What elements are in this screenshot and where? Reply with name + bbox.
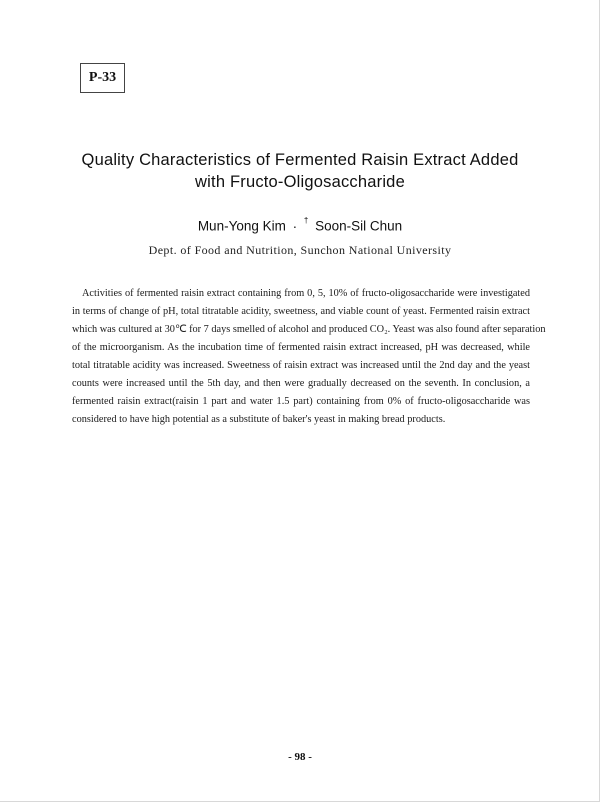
corresponding-author-mark: † xyxy=(303,216,309,225)
author-first: Mun-Yong Kim xyxy=(197,218,286,234)
paper-title xyxy=(40,149,560,193)
paper-title-line-1: Quality Characteristics of Fermented Raisin Extract Added xyxy=(81,151,519,169)
abstract-line: counts were increased until the 5th day, and then were gradually decreased on the seventh. In conclusion, a xyxy=(72,378,530,389)
author-separator: · xyxy=(292,218,298,234)
page-number: - 98 - xyxy=(288,751,312,763)
poster-id-box xyxy=(80,63,125,93)
abstract-line: which was cultured at 30℃ for 7 days smelled of alcohol and produced CO₂. Yeast was also found after separation xyxy=(72,324,546,335)
abstract-line: fermented raisin extract(raisin 1 part and water 1.5 part) containing from 0% of fructo-oligosaccharide was xyxy=(72,396,530,407)
paper-title-line-2: with Fructo-Oligosaccharide xyxy=(195,173,405,191)
abstract-line: Activities of fermented raisin extract containing from 0, 5, 10% of fructo-oligosaccharide were investigated xyxy=(82,288,530,299)
abstract-body xyxy=(72,285,546,429)
abstract-line: considered to have high potential as a substitute of baker's yeast in making bread products. xyxy=(72,414,446,425)
author-second: Soon-Sil Chun xyxy=(315,218,403,234)
abstract-line: in terms of change of pH, total titratable acidity, sweetness, and viable count of yeast. Fermented raisin extract xyxy=(72,306,530,317)
abstract-line: total titratable acidity was increased. Sweetness of raisin extract was increased until the 2nd day and the yeast xyxy=(72,360,530,371)
author-list xyxy=(40,218,560,234)
abstract-line: of the microorganism. As the incubation time of fermented raisin extract increased, pH was decreased, while xyxy=(72,342,530,353)
poster-id-label: P-33 xyxy=(88,70,117,85)
affiliation: Dept. of Food and Nutrition, Sunchon National University xyxy=(148,243,452,257)
